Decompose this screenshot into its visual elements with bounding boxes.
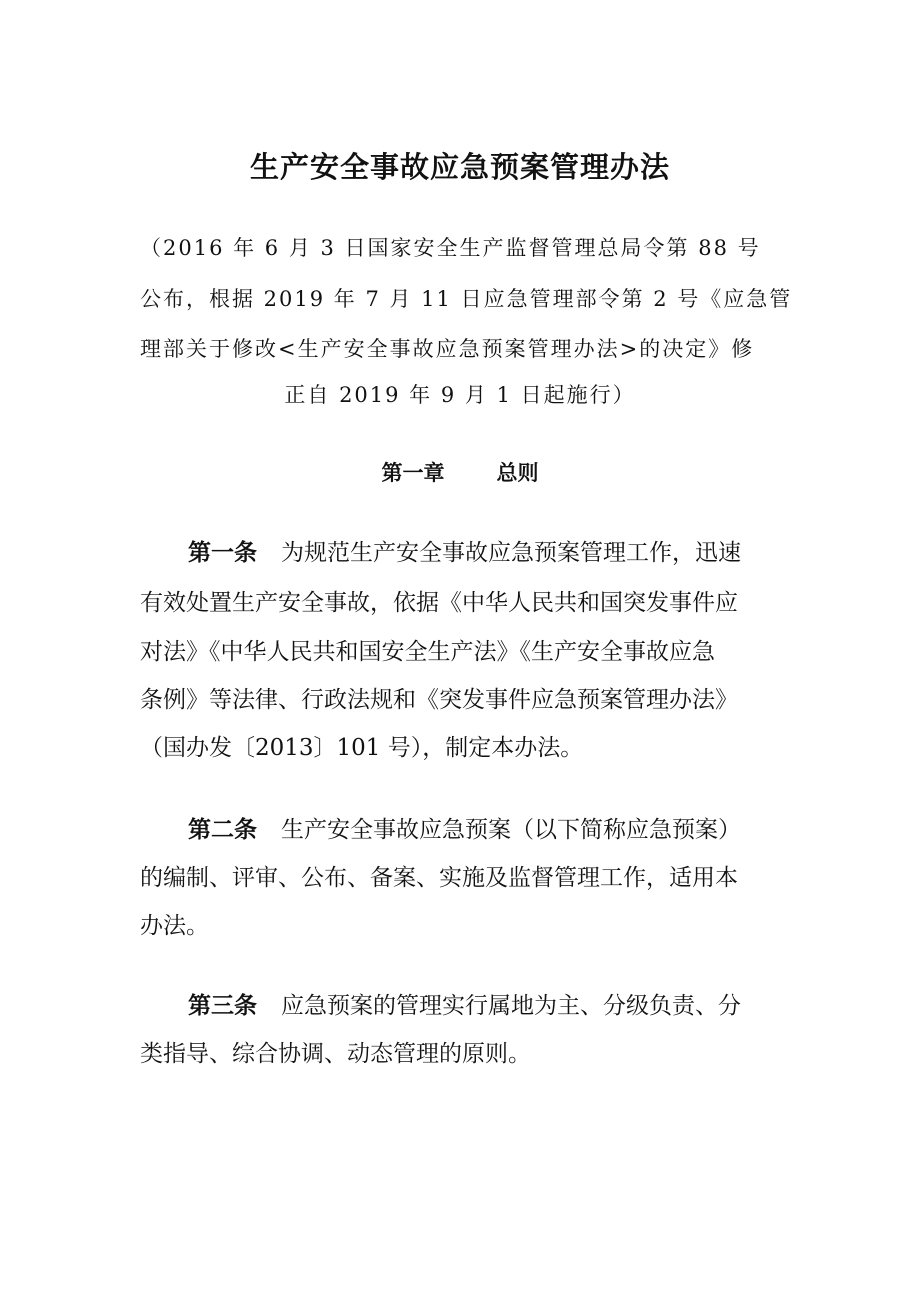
article-line <box>188 988 785 1024</box>
subtitle-line: 公布，根据 2019 年 7 月 11 日应急管理部令第 2 号《应急管 <box>140 287 793 311</box>
article-text: 生产安全事故应急预案（以下简称应急预案） <box>281 817 741 843</box>
article-line: 的编制、评审、公布、备案、实施及监督管理工作，适用本 <box>140 865 738 891</box>
chapter-name: 总则 <box>496 461 539 485</box>
subtitle-line: （2016 年 6 月 3 日国家安全生产监督管理总局令第 88 号 <box>140 236 761 260</box>
subtitle-line: 理部关于修改<生产安全事故应急预案管理办法>的决定》修 <box>140 337 755 361</box>
article-text: 为规范生产安全事故应急预案管理工作，迅速 <box>281 540 741 566</box>
article-label: 第三条 <box>188 993 257 1019</box>
article-line: 条例》等法律、行政法规和《突发事件应急预案管理办法》 <box>140 687 738 713</box>
article-label: 第二条 <box>188 817 257 843</box>
article-text: 应急预案的管理实行属地为主、分级负责、分 <box>281 993 741 1019</box>
chapter-heading <box>0 457 920 489</box>
article-line <box>188 812 785 848</box>
chapter-number: 第一章 <box>381 461 445 485</box>
article-line: 办法。 <box>140 913 209 939</box>
article-line: （国办发〔2013〕101 号），制定本办法。 <box>140 735 584 761</box>
article-line: 有效处置生产安全事故，依据《中华人民共和国突发事件应 <box>140 590 738 616</box>
subtitle-line: 正自 2019 年 9 月 1 日起施行） <box>284 383 636 407</box>
document-title: 生产安全事故应急预案管理办法 <box>249 150 670 184</box>
article-line: 对法》《中华人民共和国安全生产法》《生产安全事故应急 <box>140 639 715 665</box>
article-label: 第一条 <box>188 540 257 566</box>
article-line: 类指导、综合协调、动态管理的原则。 <box>140 1041 531 1067</box>
article-line <box>188 535 785 571</box>
